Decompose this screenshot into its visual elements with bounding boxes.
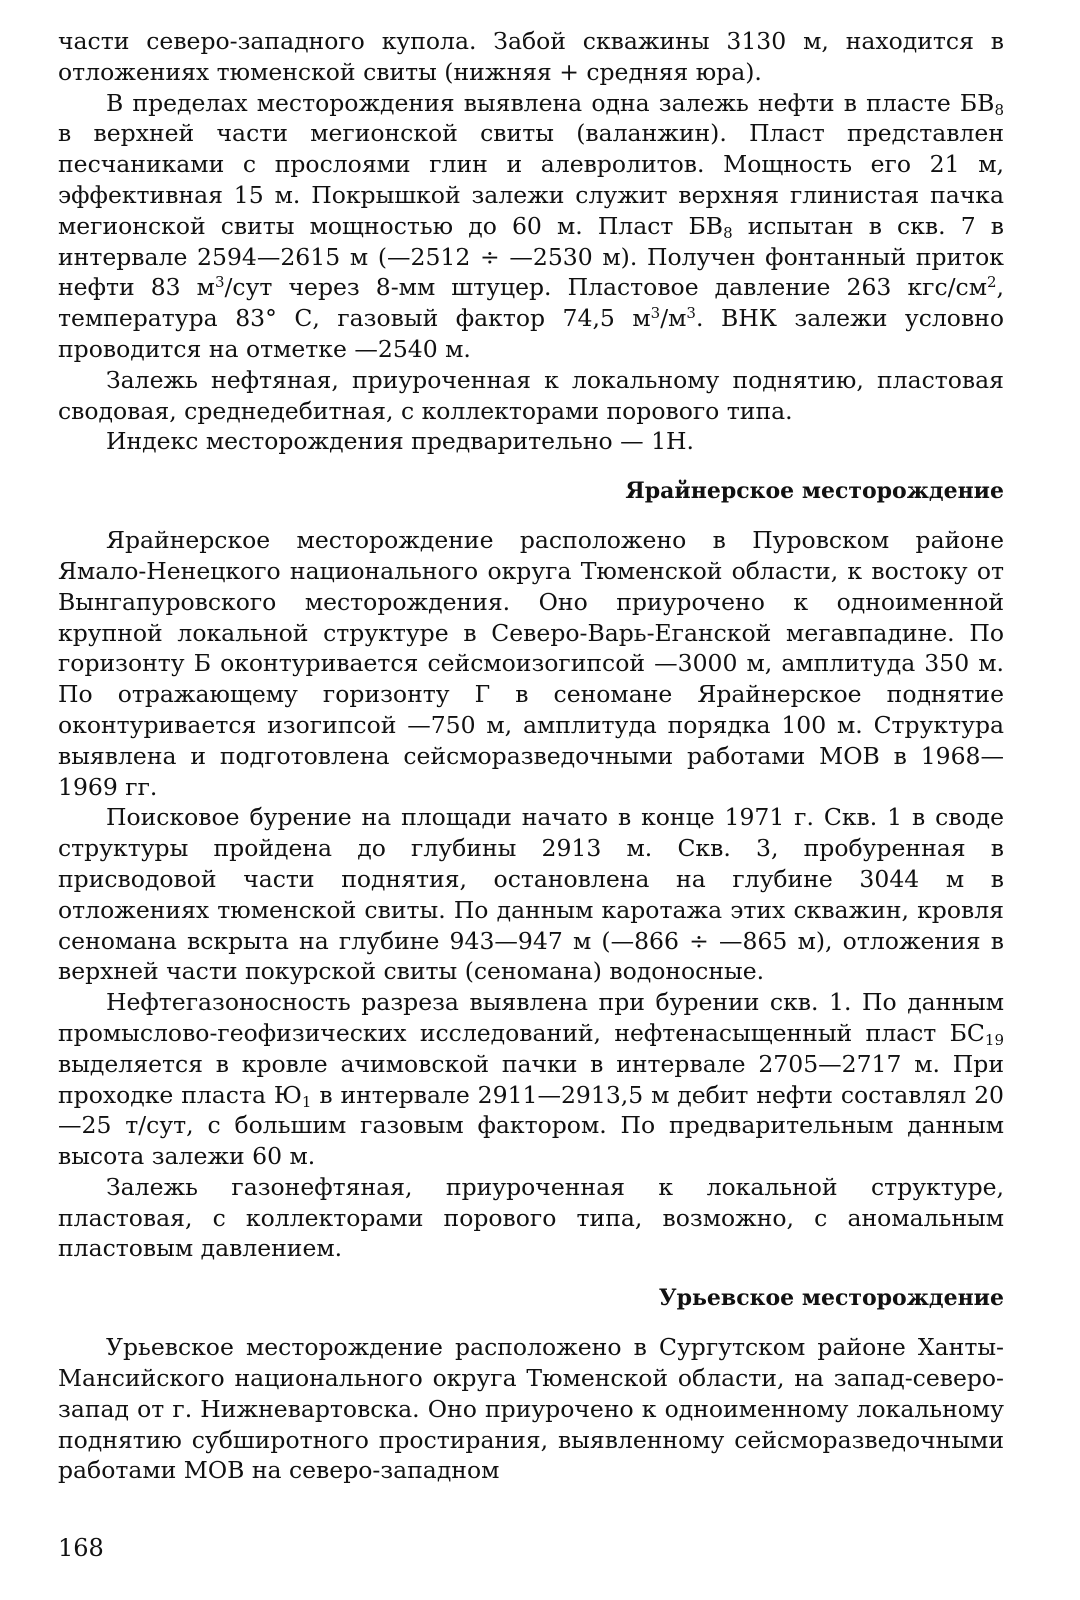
section-heading [58, 1284, 1004, 1312]
paragraph [58, 88, 1004, 365]
paragraph [58, 26, 1004, 88]
superscript: 2 [986, 273, 997, 292]
superscript: 3 [686, 304, 696, 323]
paragraph [58, 802, 1004, 987]
text-run: в верхней части мегионской свиты (валанжин). Пласт представлен песчаниками с прослоями глин и алевролитов. Мощность его 21 м, эффективная 15 м. Покрышкой залежи служит верхняя глинистая пачка мегионской свиты мощностью до 60 м. Пласт БВ [58, 119, 1004, 240]
paragraph [58, 987, 1004, 1172]
paragraph [58, 426, 1004, 457]
section-heading [58, 477, 1004, 505]
page-number: 168 [58, 1534, 104, 1562]
superscript: 3 [650, 304, 661, 323]
paragraph [58, 365, 1004, 427]
text-run: Нефтегазоносность разреза выявлена при бурении скв. 1. По данным промыслово-геофизических исследований, нефтенасыщенный пласт БС [58, 988, 1004, 1047]
text-run: Урьевское месторождение [658, 1285, 1004, 1312]
paragraph [58, 1332, 1004, 1486]
text-run: Ярайнерское месторождение [625, 478, 1004, 505]
text-run: Залежь нефтяная, приуроченная к локальному поднятию, пластовая сводовая, среднедебитная, с коллекторами порового типа. [58, 365, 1004, 425]
text-run: /м [660, 304, 687, 333]
subscript: 8 [994, 100, 1004, 119]
text-run: . ВНК залежи условно проводится на отметке —2540 м. [58, 304, 1004, 363]
text-run: /сут через 8-мм штуцер. Пластовое давление 263 кгс/см [224, 273, 987, 302]
text-run: испытан в скв. 7 в интервале 2594—2615 м (—2512 ÷ —2530 м). Получен фонтанный приток нефти 83 м [58, 211, 1004, 302]
text-run: части северо-западного купола. Забой скважины 3130 м, находится в отложениях тюменской свиты (нижняя + средняя юра). [58, 27, 1004, 86]
text-run: , температура 83° С, газовый фактор 74,5 м [58, 273, 1005, 333]
subscript: 1 [301, 1092, 312, 1111]
paragraph [58, 1172, 1004, 1264]
text-run: Поисковое бурение на площади начато в конце 1971 г. Скв. 1 в своде структуры пройдена до глубины 2913 м. Скв. 3, пробуренная в присводовой части поднятия, остановлена на глубине 3044 м в отложениях тюменской свиты. По данным каротажа этих скважин, кровля сеномана вскрыта на глубине 943—947 м (—866 ÷ —865 м), отложения в верхней части покурской свиты (сеномана) водоносные. [58, 803, 1004, 986]
superscript: 3 [214, 273, 225, 292]
text-run: Индекс месторождения предварительно — 1Н. [106, 427, 694, 456]
text-run: В пределах месторождения выявлена одна залежь нефти в пласте БВ [106, 88, 995, 117]
subscript: 8 [723, 223, 733, 242]
text-run: Залежь газонефтяная, приуроченная к локальной структуре, пластовая, с коллекторами порового типа, возможно, с аномальным пластовым давлением. [58, 1172, 1004, 1263]
text-run: Урьевское месторождение расположено в Сургутском районе Ханты-Мансийского национального округа Тюменской области, на запад-северо-запад от г. Нижневартовска. Оно приурочено к одноименному локальному поднятию субширотного простирания, выявленному сейсморазведочными работами МОВ на северо-западном [58, 1333, 1004, 1485]
document-page [58, 26, 1004, 1486]
text-run: в интервале 2911—2913,5 м дебит нефти составлял 20—25 т/сут, с большим газовым фактором. По предварительным данным высота залежи 60 м. [58, 1080, 1004, 1171]
subscript: 19 [984, 1030, 1004, 1049]
text-run: выделяется в кровле ачимовской пачки в интервале 2705—2717 м. При проходке пласта Ю [58, 1049, 1004, 1109]
paragraph [58, 525, 1004, 802]
text-run: Ярайнерское месторождение расположено в Пуровском районе Ямало-Ненецкого национального округа Тюменской области, к востоку от Вынгапуровского месторождения. Оно приурочено к одноименной крупной локальной структуре в Северо-Варь-Еганской мегавпадине. По горизонту Б оконтуривается сейсмоизогипсой —3000 м, амплитуда 350 м. По отражающему горизонту Г в сеномане Ярайнерское поднятие оконтуривается изогипсой —750 м, амплитуда порядка 100 м. Структура выявлена и подготовлена сейсморазведочными работами МОВ в 1968—1969 гг. [58, 526, 1004, 801]
